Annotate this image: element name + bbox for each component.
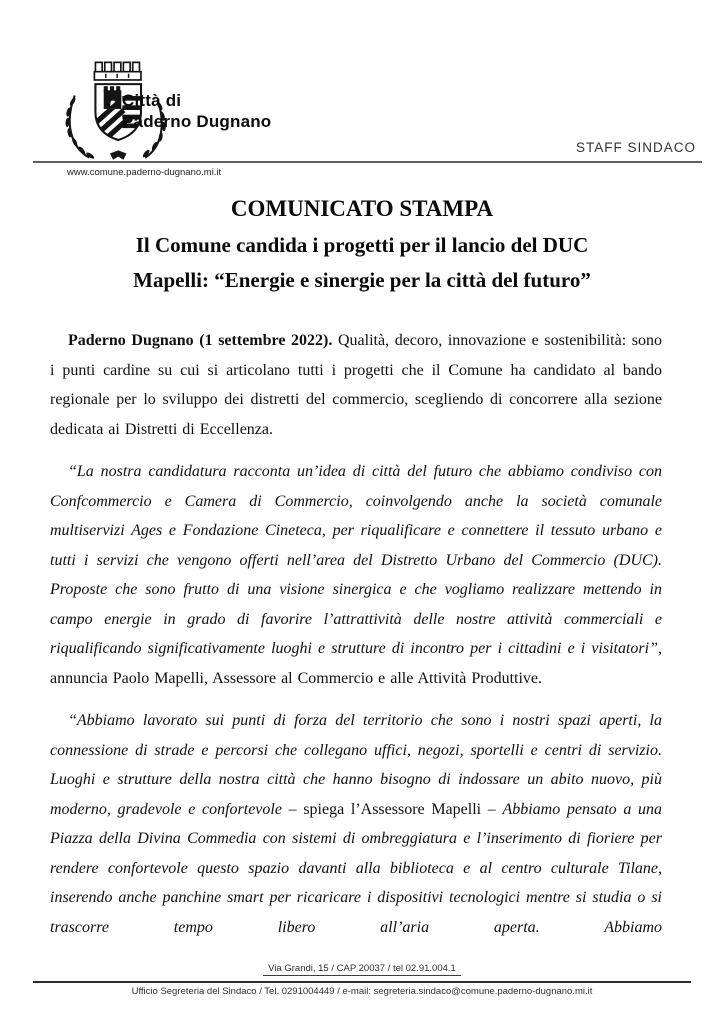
- quote-mapelli-2b: Abbiamo pensato a una Piazza della Divina Commedia con sistemi di ombreggiatura e l’inserimento di fioriere per rendere confortevole questo spazio davanti alla biblioteca e al centro culturale Tilane, inserendo anche panchine smart per ricaricare i dispositivi tecnologici mentre si studia o si trascorre tempo libero all’aria aperta. Abbiamo: [50, 800, 662, 936]
- press-release-heading: COMUNICATO STAMPA: [230, 196, 494, 221]
- title-line-2: Il Comune candida i progetti per il lancio del DUC: [135, 233, 589, 257]
- staff-sindaco-label: STAFF SINDACO: [575, 140, 696, 155]
- attribution-2: – spiega l’Assessore Mapelli –: [281, 800, 503, 818]
- city-name: [122, 90, 271, 132]
- paragraph-2: [50, 457, 662, 693]
- paragraph-1-text: Qualità, decoro, innovazione e sostenibilità: sono i punti cardine su cui si articolano tutti i progetti che il Comune ha candidato al bando regionale per lo sviluppo dei distretti del commercio, scegliendo di concorrere alla sezione dedicata ai Distretti di Eccellenza.: [50, 332, 662, 438]
- dateline: Paderno Dugnano (1 settembre 2022).: [68, 332, 333, 349]
- quote-mapelli-2a: “Abbiamo lavorato sui punti di forza del territorio che sono i nostri spazi aperti, la connessione di strade e percorsi che collegano uffici, negozi, sportelli e centri di servizio. Luoghi e strutture della nostra città che hanno bisogno di indossare un abito nuovo, più moderno, gradevole e confortevole: [50, 712, 662, 818]
- paragraph-1: [50, 326, 662, 444]
- attribution-1: annuncia Paolo Mapelli, Assessore al Commercio e alle Attività Produttive.: [50, 669, 543, 687]
- footer-rule: [33, 981, 691, 983]
- body-text: [50, 326, 662, 970]
- footer-address-text: Via Grandi, 15 / CAP 20037 / tel 02.91.004.1: [263, 963, 461, 976]
- footer-office: Ufficio Segreteria del Sindaco / Tel. 0291004449 / e-mail: segreteria.sindaco@comune.paderno-dugnano.mi.it: [131, 986, 593, 997]
- website-url: www.comune.paderno-dugnano.mi.it: [67, 167, 222, 178]
- city-name-line1: Città di: [122, 91, 182, 110]
- footer-address: [0, 963, 724, 976]
- quote-mapelli-1: “La nostra candidatura racconta un’idea di città del futuro che abbiamo condiviso con Confcommercio e Camera di Commercio, coinvolgendo anche la società comunale multiservizi Ages e Fondazione Cineteca, per riqualificare e connettere il tessuto urbano e tutti i servizi che vengono offerti nell’area del Distretto Urbano del Commercio (DUC). Proposte che sono frutto di una visione sinergica e che vogliamo realizzare mettendo in campo energie in grado di favorire l’attrattività delle nostre attività commerciali e riqualificando significativamente luoghi e strutture di incontro per i cittadini e i visitatori”,: [50, 463, 662, 657]
- title-block: [0, 196, 724, 302]
- paragraph-3: [50, 706, 662, 942]
- city-name-line2: Paderno Dugnano: [122, 112, 272, 131]
- title-line-3: Mapelli: “Energie e sinergie per la città del futuro”: [133, 268, 591, 292]
- header-rule: [33, 161, 702, 163]
